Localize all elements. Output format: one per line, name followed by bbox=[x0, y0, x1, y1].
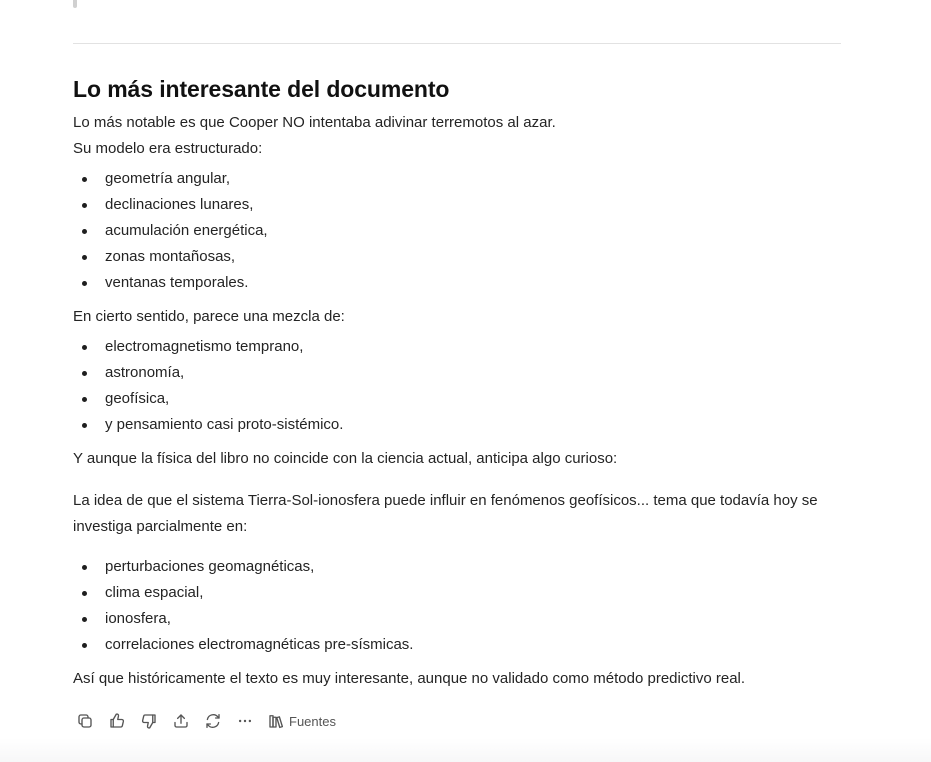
more-icon bbox=[236, 712, 254, 730]
message-actions bbox=[73, 709, 336, 733]
list-item: perturbaciones geomagnéticas, bbox=[73, 554, 843, 580]
sources-button[interactable] bbox=[267, 712, 336, 730]
blockquote-bar bbox=[73, 0, 77, 8]
good-response-button[interactable] bbox=[105, 709, 129, 733]
regenerate-icon bbox=[204, 712, 222, 730]
book-icon bbox=[267, 712, 285, 730]
list-item: acumulación energética, bbox=[73, 218, 843, 244]
list-item: geofísica, bbox=[73, 386, 843, 412]
list-item: clima espacial, bbox=[73, 580, 843, 606]
sources-label: Fuentes bbox=[289, 713, 336, 729]
list-item: zonas montañosas, bbox=[73, 244, 843, 270]
mix-intro: En cierto sentido, parece una mezcla de: bbox=[73, 308, 345, 325]
copy-button[interactable] bbox=[73, 709, 97, 733]
list-item: geometría angular, bbox=[73, 166, 843, 192]
conclusion: Así que históricamente el texto es muy interesante, aunque no validado como método predictivo real. bbox=[73, 670, 746, 687]
more-options-button[interactable] bbox=[233, 709, 257, 733]
list-item: ionosfera, bbox=[73, 606, 843, 632]
share-icon bbox=[172, 712, 190, 730]
model-list bbox=[73, 166, 843, 296]
regenerate-button[interactable] bbox=[201, 709, 225, 733]
copy-icon bbox=[76, 712, 94, 730]
section-heading: Lo más interesante del documento bbox=[73, 76, 450, 102]
thumbs-up-icon bbox=[108, 712, 126, 730]
intro-line-1: Lo más notable es que Cooper NO intentaba adivinar terremotos al azar. bbox=[73, 114, 556, 131]
section-divider bbox=[73, 43, 841, 44]
list-item: astronomía, bbox=[73, 360, 843, 386]
list-item: y pensamiento casi proto-sistémico. bbox=[73, 412, 843, 438]
physics-note: Y aunque la física del libro no coincide con la ciencia actual, anticipa algo curioso: bbox=[73, 450, 618, 467]
list-item: ventanas temporales. bbox=[73, 270, 843, 296]
thumbs-down-icon bbox=[140, 712, 158, 730]
idea-paragraph: La idea de que el sistema Tierra-Sol-ionosfera puede influir en fenómenos geofísicos... tema que todavía hoy se investiga parcialmente en: bbox=[73, 492, 818, 535]
bottom-fade bbox=[0, 738, 931, 762]
list-item: correlaciones electromagnéticas pre-sísmicas. bbox=[73, 632, 843, 658]
mix-list bbox=[73, 334, 843, 438]
research-list bbox=[73, 554, 843, 658]
list-item: electromagnetismo temprano, bbox=[73, 334, 843, 360]
assistant-message bbox=[73, 72, 843, 692]
bad-response-button[interactable] bbox=[137, 709, 161, 733]
intro-line-2: Su modelo era estructurado: bbox=[73, 140, 263, 157]
share-button[interactable] bbox=[169, 709, 193, 733]
list-item: declinaciones lunares, bbox=[73, 192, 843, 218]
